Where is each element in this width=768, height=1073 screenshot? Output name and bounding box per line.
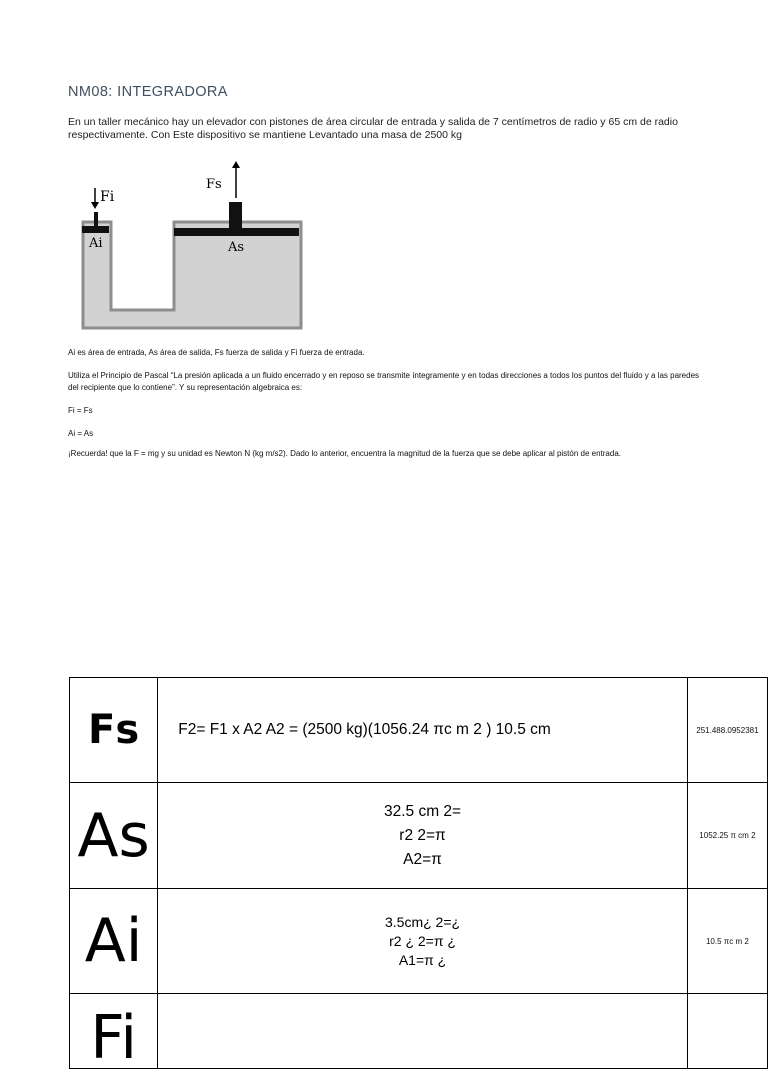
- formula-line: A2=π: [403, 850, 442, 868]
- label-fi: Fi: [100, 189, 115, 205]
- equation-areas: Ai = As: [68, 429, 94, 438]
- result-cell: 251.488.0952381: [687, 678, 767, 783]
- label-as: As: [228, 240, 245, 255]
- equation-forces: Fi = Fs: [68, 406, 93, 415]
- symbol-cell: Ai: [70, 889, 158, 994]
- legend-note: Ai es área de entrada, As área de salida, Fs fuerza de salida y Fi fuerza de entrada.: [68, 348, 365, 357]
- label-ai: Ai: [89, 236, 103, 251]
- output-rod: [229, 202, 242, 228]
- symbol-cell: Fi: [70, 994, 158, 1069]
- result-cell: [687, 994, 767, 1069]
- table-row: [70, 783, 768, 889]
- table-row: [70, 678, 768, 783]
- formula-line: 3.5cm¿ 2=¿: [384, 913, 461, 930]
- hydraulic-press-diagram: [78, 158, 308, 334]
- output-piston: [174, 228, 299, 236]
- pascal-note: Utiliza el Principio de Pascal “La presión aplicada a un fluido encerrado y en reposo se transmite íntegramente y en todas direcciones a todos los puntos del fluido y a las paredes del recipiente que lo contiene”. Y su representación algebraica es:: [68, 371, 700, 392]
- label-fs: Fs: [206, 177, 222, 192]
- formula-cell: [158, 783, 688, 889]
- formula-cell: [158, 889, 688, 994]
- fluid-container: [83, 222, 301, 328]
- input-piston: [82, 226, 109, 233]
- formula-line: r2 2=π: [399, 826, 446, 844]
- table-row: [70, 889, 768, 994]
- symbol-cell: Fs: [70, 678, 158, 783]
- formula-line: 32.5 cm 2=: [383, 802, 462, 820]
- result-cell: 1052.25 π cm 2: [687, 783, 767, 889]
- formula-line: r2 ¿ 2=π ¿: [389, 932, 456, 949]
- page-title: NM08: INTEGRADORA: [68, 84, 228, 100]
- table-row: [70, 994, 768, 1069]
- reminder-note: ¡Recuerda! que la F = mg y su unidad es Newton N (kg m/s2). Dado lo anterior, encuentra la magnitud de la fuerza que se debe aplicar al pistón de entrada.: [68, 449, 621, 458]
- formula-line: A1=π ¿: [398, 951, 447, 968]
- formula-cell: F2= F1 x A2 A2 = (2500 kg)(1056.24 πc m 2 ) 10.5 cm: [158, 678, 688, 783]
- result-cell: 10.5 πc m 2: [687, 889, 767, 994]
- input-rod: [94, 212, 98, 226]
- force-input-arrowhead: [91, 202, 99, 209]
- formula-cell: [158, 994, 688, 1069]
- force-output-arrowhead: [232, 161, 240, 168]
- intro-paragraph: En un taller mecánico hay un elevador con pistones de área circular de entrada y salida de 7 centímetros de radio y 65 cm de radio respectivamente. Con Este dispositivo se mantiene Levantado una masa de 2500 kg: [68, 116, 678, 141]
- symbol-cell: As: [70, 783, 158, 889]
- formula-table: [69, 677, 768, 1073]
